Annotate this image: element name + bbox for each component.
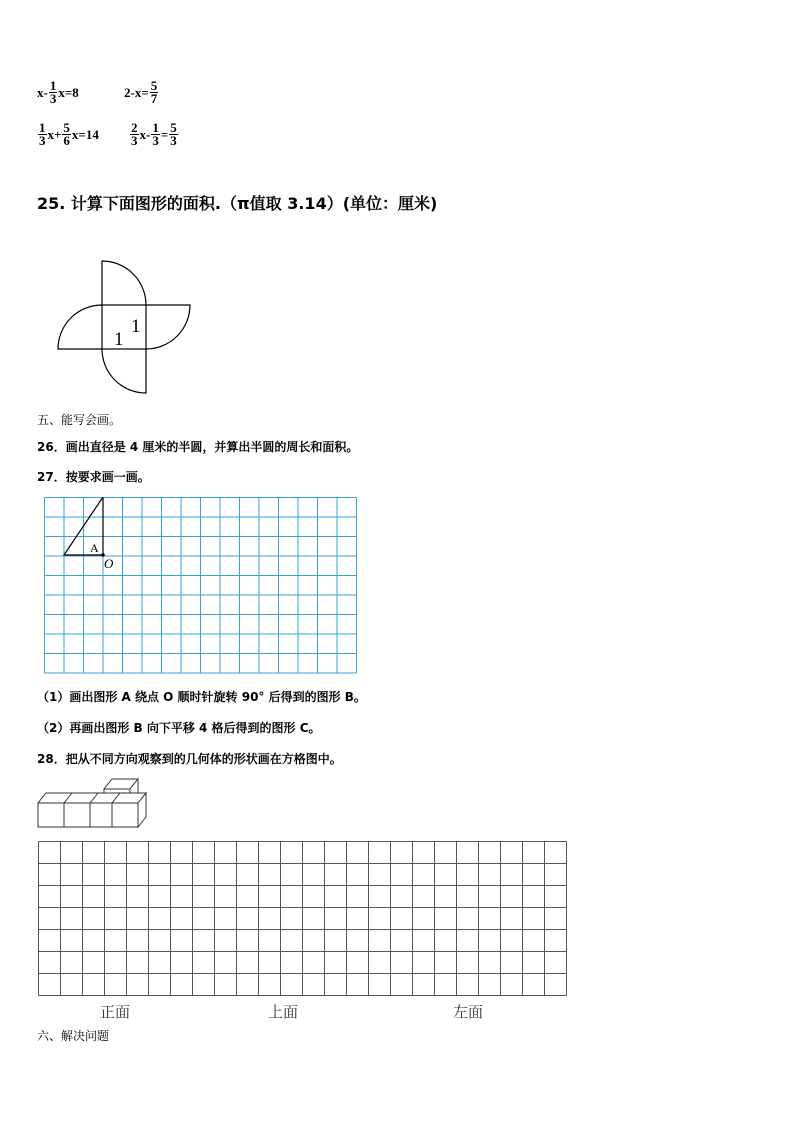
right-blade <box>146 305 190 349</box>
view-grid <box>38 841 570 999</box>
equation-3: $\frac{1}{3}$ x+ $\frac{5}{6}$ x=14 <box>39 120 99 148</box>
left-blade <box>58 305 102 349</box>
question-27-sub2: （2）再画出图形 B 向下平移 4 格后得到的图形 C。 <box>37 721 321 735</box>
pinwheel-figure <box>50 255 200 395</box>
label-left-view: 左面 <box>453 1003 484 1021</box>
side-label-left: 1 <box>114 329 124 350</box>
section-6-title: 六、解决问题 <box>37 1029 110 1043</box>
question-26-text: 26．画出直径是 4 厘米的半圆，并算出半圆的周长和面积。 <box>37 440 359 454</box>
equation-1: x- $\frac{1}{3}$ x=8 <box>37 78 79 106</box>
question-27-sub1: （1）画出图形 A 绕点 O 顺时针旋转 90° 后得到的图形 B。 <box>37 690 366 704</box>
bottom-blade <box>102 349 146 393</box>
question-28-text: 28．把从不同方向观察到的几何体的形状画在方格图中。 <box>37 752 342 766</box>
top-blade <box>102 261 146 305</box>
equation-2: 2-x= $\frac{5}{7}$ <box>124 78 158 106</box>
question-27-text: 27．按要求画一画。 <box>37 470 150 484</box>
side-label-right: 1 <box>131 316 141 337</box>
label-top-view: 上面 <box>268 1003 299 1021</box>
section-5-title: 五、能写会画。 <box>37 413 122 427</box>
question-25-title: 25. 计算下面图形的面积.（π值取 3.14）(单位：厘米) <box>37 194 438 213</box>
equation-4: $\frac{2}{3}$ x- $\frac{1}{3}$ = $\frac{5}{3}$ <box>131 120 177 148</box>
cube-solid-figure <box>36 775 156 831</box>
label-a: A <box>90 541 99 555</box>
label-o: O <box>104 556 114 571</box>
label-front-view: 正面 <box>100 1003 131 1021</box>
rotation-grid <box>44 497 360 675</box>
